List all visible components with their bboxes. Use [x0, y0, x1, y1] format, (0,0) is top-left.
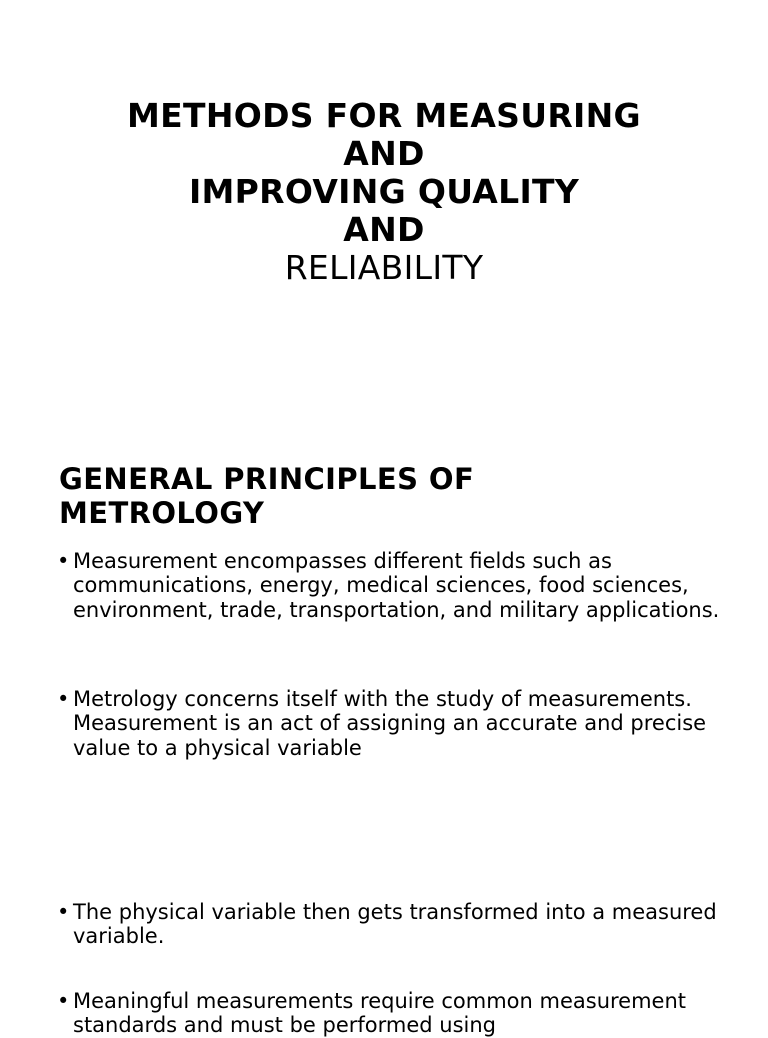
- bullet-item: [57, 549, 737, 622]
- bullet-marker: •: [57, 549, 70, 573]
- bullet-item: [57, 989, 737, 1038]
- title-line-1: METHODS FOR MEASURING: [127, 96, 641, 135]
- title-line-5: RELIABILITY: [284, 248, 484, 287]
- title-line-2: AND: [343, 134, 425, 173]
- bullet-text: Measurement encompasses different fields such as communications, energy, medical sciences, food sciences, environment, trade, transportation, and military applications.: [73, 549, 720, 622]
- document-title: [0, 97, 768, 287]
- section-heading: [59, 462, 719, 530]
- title-line-3: IMPROVING QUALITY: [188, 172, 580, 211]
- section-heading-line-1: GENERAL PRINCIPLES OF: [59, 462, 475, 496]
- bullet-text: The physical variable then gets transformed into a measured variable.: [73, 900, 717, 949]
- section-heading-line-2: METROLOGY: [59, 496, 265, 530]
- bullet-marker: •: [57, 989, 70, 1013]
- bullet-item: [57, 687, 737, 760]
- title-line-4: AND: [343, 210, 425, 249]
- bullet-marker: •: [57, 687, 70, 711]
- bullet-text: Metrology concerns itself with the study of measurements. Measurement is an act of assigning an accurate and precise value to a physical variable: [73, 687, 713, 760]
- bullet-marker: •: [57, 900, 70, 924]
- bullet-text: Meaningful measurements require common measurement standards and must be performed using: [73, 989, 687, 1038]
- bullet-item: [57, 900, 737, 949]
